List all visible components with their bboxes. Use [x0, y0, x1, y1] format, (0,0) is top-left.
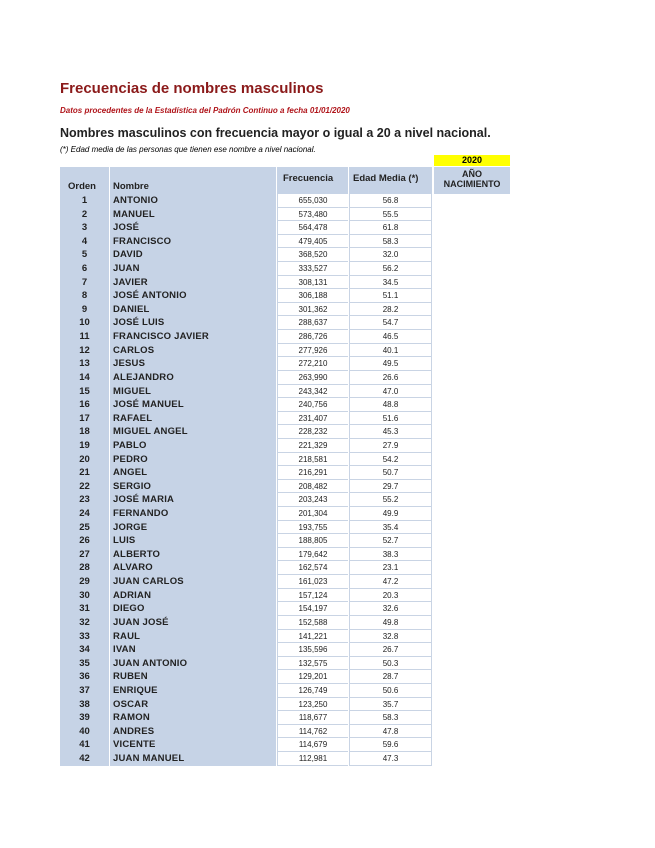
row-nombre-cell: ANTONIO — [110, 194, 276, 208]
row-frecuencia-cell: 141,221 — [277, 630, 348, 644]
table-row — [60, 575, 432, 589]
column-header-nombre — [110, 167, 276, 194]
row-nombre-cell: MIGUEL — [110, 385, 276, 399]
row-frecuencia-cell: 216,291 — [277, 466, 348, 480]
row-edad-cell: 27.9 — [349, 439, 432, 453]
row-edad-cell: 54.7 — [349, 316, 432, 330]
row-nombre-cell: JOSÉ LUIS — [110, 316, 276, 330]
table-row — [60, 521, 432, 535]
row-nombre-cell: RAFAEL — [110, 412, 276, 426]
row-orden-cell: 1 — [60, 194, 109, 208]
row-frecuencia-cell: 263,990 — [277, 371, 348, 385]
row-frecuencia-cell: 306,188 — [277, 289, 348, 303]
ano-nacimiento-header — [434, 167, 510, 194]
row-edad-cell: 56.8 — [349, 194, 432, 208]
page-title: Frecuencias de nombres masculinos — [60, 80, 324, 97]
column-header-frecuencia — [277, 167, 348, 194]
row-edad-cell: 35.7 — [349, 698, 432, 712]
row-frecuencia-cell: 368,520 — [277, 248, 348, 262]
row-orden-cell: 26 — [60, 534, 109, 548]
row-frecuencia-cell: 655,030 — [277, 194, 348, 208]
row-frecuencia-cell: 240,756 — [277, 398, 348, 412]
data-source-note: Datos procedentes de la Estadística del Padrón Continuo a fecha 01/01/2020 — [60, 106, 350, 115]
row-frecuencia-cell: 188,805 — [277, 534, 348, 548]
table-row — [60, 602, 432, 616]
row-edad-cell: 56.2 — [349, 262, 432, 276]
column-header-edad-label: Edad Media (*) — [353, 173, 419, 184]
row-frecuencia-cell: 228,232 — [277, 425, 348, 439]
row-orden-cell: 17 — [60, 412, 109, 426]
row-edad-cell: 50.7 — [349, 466, 432, 480]
row-frecuencia-cell: 132,575 — [277, 657, 348, 671]
row-orden-cell: 18 — [60, 425, 109, 439]
row-nombre-cell: FRANCISCO — [110, 235, 276, 249]
row-edad-cell: 49.8 — [349, 616, 432, 630]
row-nombre-cell: ALBERTO — [110, 548, 276, 562]
row-nombre-cell: ADRIAN — [110, 589, 276, 603]
row-frecuencia-cell: 114,679 — [277, 738, 348, 752]
row-frecuencia-cell: 272,210 — [277, 357, 348, 371]
table-row — [60, 303, 432, 317]
row-nombre-cell: RAMON — [110, 711, 276, 725]
table-row — [60, 630, 432, 644]
row-orden-cell: 12 — [60, 344, 109, 358]
row-nombre-cell: ALEJANDRO — [110, 371, 276, 385]
row-orden-cell: 13 — [60, 357, 109, 371]
row-nombre-cell: OSCAR — [110, 698, 276, 712]
row-orden-cell: 15 — [60, 385, 109, 399]
row-orden-cell: 32 — [60, 616, 109, 630]
row-edad-cell: 26.6 — [349, 371, 432, 385]
table-row — [60, 534, 432, 548]
row-orden-cell: 28 — [60, 561, 109, 575]
row-frecuencia-cell: 123,250 — [277, 698, 348, 712]
year-badge: 2020 — [434, 155, 510, 166]
table-row — [60, 589, 432, 603]
row-edad-cell: 46.5 — [349, 330, 432, 344]
table-row — [60, 385, 432, 399]
row-orden-cell: 16 — [60, 398, 109, 412]
column-header-edad — [349, 167, 432, 194]
row-nombre-cell: FERNANDO — [110, 507, 276, 521]
row-orden-cell: 27 — [60, 548, 109, 562]
row-edad-cell: 54.2 — [349, 453, 432, 467]
row-nombre-cell: CARLOS — [110, 344, 276, 358]
column-header-nombre-label: Nombre — [113, 181, 149, 192]
table-row — [60, 344, 432, 358]
row-nombre-cell: PEDRO — [110, 453, 276, 467]
table-row — [60, 711, 432, 725]
table-row — [60, 276, 432, 290]
row-nombre-cell: LUIS — [110, 534, 276, 548]
row-edad-cell: 29.7 — [349, 480, 432, 494]
row-frecuencia-cell: 118,677 — [277, 711, 348, 725]
row-nombre-cell: MANUEL — [110, 208, 276, 222]
row-edad-cell: 28.2 — [349, 303, 432, 317]
table-row — [60, 507, 432, 521]
row-nombre-cell: ANGEL — [110, 466, 276, 480]
row-frecuencia-cell: 126,749 — [277, 684, 348, 698]
row-frecuencia-cell: 129,201 — [277, 670, 348, 684]
row-orden-cell: 41 — [60, 738, 109, 752]
row-nombre-cell: JORGE — [110, 521, 276, 535]
table-row — [60, 670, 432, 684]
row-nombre-cell: SERGIO — [110, 480, 276, 494]
table-row — [60, 425, 432, 439]
footnote: (*) Edad media de las personas que tienen ese nombre a nivel nacional. — [60, 145, 316, 154]
row-frecuencia-cell: 277,926 — [277, 344, 348, 358]
row-edad-cell: 52.7 — [349, 534, 432, 548]
row-orden-cell: 5 — [60, 248, 109, 262]
row-frecuencia-cell: 286,726 — [277, 330, 348, 344]
row-orden-cell: 14 — [60, 371, 109, 385]
row-frecuencia-cell: 203,243 — [277, 493, 348, 507]
table-row — [60, 643, 432, 657]
table-row — [60, 194, 432, 208]
table-row — [60, 439, 432, 453]
row-edad-cell: 47.2 — [349, 575, 432, 589]
row-nombre-cell: DANIEL — [110, 303, 276, 317]
row-orden-cell: 3 — [60, 221, 109, 235]
row-orden-cell: 20 — [60, 453, 109, 467]
column-header-orden — [60, 167, 109, 194]
row-edad-cell: 51.1 — [349, 289, 432, 303]
row-nombre-cell: IVAN — [110, 643, 276, 657]
row-frecuencia-cell: 201,304 — [277, 507, 348, 521]
row-orden-cell: 29 — [60, 575, 109, 589]
row-edad-cell: 49.5 — [349, 357, 432, 371]
row-frecuencia-cell: 193,755 — [277, 521, 348, 535]
row-frecuencia-cell: 135,596 — [277, 643, 348, 657]
row-nombre-cell: JOSÉ MANUEL — [110, 398, 276, 412]
row-orden-cell: 24 — [60, 507, 109, 521]
table-row — [60, 235, 432, 249]
table-row — [60, 316, 432, 330]
table-subtitle: Nombres masculinos con frecuencia mayor o igual a 20 a nivel nacional. — [60, 126, 491, 140]
row-edad-cell: 32.0 — [349, 248, 432, 262]
row-nombre-cell: MIGUEL ANGEL — [110, 425, 276, 439]
row-nombre-cell: JOSÉ ANTONIO — [110, 289, 276, 303]
row-edad-cell: 49.9 — [349, 507, 432, 521]
row-edad-cell: 51.6 — [349, 412, 432, 426]
row-frecuencia-cell: 208,482 — [277, 480, 348, 494]
row-edad-cell: 45.3 — [349, 425, 432, 439]
table-row — [60, 752, 432, 766]
row-nombre-cell: DIEGO — [110, 602, 276, 616]
row-edad-cell: 35.4 — [349, 521, 432, 535]
table-row — [60, 657, 432, 671]
table-row — [60, 480, 432, 494]
row-nombre-cell: JUAN JOSÉ — [110, 616, 276, 630]
column-header-frecuencia-label: Frecuencia — [283, 173, 334, 184]
row-edad-cell: 34.5 — [349, 276, 432, 290]
row-edad-cell: 40.1 — [349, 344, 432, 358]
row-orden-cell: 37 — [60, 684, 109, 698]
table-row — [60, 289, 432, 303]
row-frecuencia-cell: 179,642 — [277, 548, 348, 562]
row-orden-cell: 42 — [60, 752, 109, 766]
row-edad-cell: 20.3 — [349, 589, 432, 603]
row-orden-cell: 10 — [60, 316, 109, 330]
row-edad-cell: 47.0 — [349, 385, 432, 399]
row-orden-cell: 22 — [60, 480, 109, 494]
row-orden-cell: 33 — [60, 630, 109, 644]
row-frecuencia-cell: 564,478 — [277, 221, 348, 235]
row-orden-cell: 2 — [60, 208, 109, 222]
row-frecuencia-cell: 288,637 — [277, 316, 348, 330]
row-edad-cell: 28.7 — [349, 670, 432, 684]
row-frecuencia-cell: 231,407 — [277, 412, 348, 426]
table-row — [60, 412, 432, 426]
row-edad-cell: 61.8 — [349, 221, 432, 235]
row-nombre-cell: JAVIER — [110, 276, 276, 290]
row-frecuencia-cell: 161,023 — [277, 575, 348, 589]
row-nombre-cell: FRANCISCO JAVIER — [110, 330, 276, 344]
row-frecuencia-cell: 308,131 — [277, 276, 348, 290]
table-row — [60, 561, 432, 575]
row-edad-cell: 48.8 — [349, 398, 432, 412]
row-edad-cell: 23.1 — [349, 561, 432, 575]
row-frecuencia-cell: 301,362 — [277, 303, 348, 317]
table-row — [60, 453, 432, 467]
row-edad-cell: 38.3 — [349, 548, 432, 562]
row-frecuencia-cell: 333,527 — [277, 262, 348, 276]
row-orden-cell: 23 — [60, 493, 109, 507]
row-orden-cell: 6 — [60, 262, 109, 276]
row-frecuencia-cell: 243,342 — [277, 385, 348, 399]
table-row — [60, 221, 432, 235]
row-edad-cell: 50.6 — [349, 684, 432, 698]
table-row — [60, 371, 432, 385]
row-orden-cell: 36 — [60, 670, 109, 684]
row-edad-cell: 58.3 — [349, 711, 432, 725]
table-row — [60, 208, 432, 222]
row-nombre-cell: JUAN CARLOS — [110, 575, 276, 589]
row-orden-cell: 40 — [60, 725, 109, 739]
ano-header-line2: NACIMIENTO — [443, 179, 501, 189]
table-row — [60, 548, 432, 562]
row-orden-cell: 21 — [60, 466, 109, 480]
row-nombre-cell: JUAN MANUEL — [110, 752, 276, 766]
row-nombre-cell: RAUL — [110, 630, 276, 644]
row-frecuencia-cell: 112,981 — [277, 752, 348, 766]
row-edad-cell: 58.3 — [349, 235, 432, 249]
row-frecuencia-cell: 479,405 — [277, 235, 348, 249]
row-edad-cell: 32.6 — [349, 602, 432, 616]
table-row — [60, 725, 432, 739]
row-edad-cell: 32.8 — [349, 630, 432, 644]
table-row — [60, 398, 432, 412]
row-orden-cell: 7 — [60, 276, 109, 290]
table-row — [60, 493, 432, 507]
row-nombre-cell: RUBEN — [110, 670, 276, 684]
row-edad-cell: 47.8 — [349, 725, 432, 739]
table-row — [60, 738, 432, 752]
table-row — [60, 616, 432, 630]
row-frecuencia-cell: 218,581 — [277, 453, 348, 467]
row-nombre-cell: VICENTE — [110, 738, 276, 752]
row-orden-cell: 38 — [60, 698, 109, 712]
row-nombre-cell: ALVARO — [110, 561, 276, 575]
row-edad-cell: 26.7 — [349, 643, 432, 657]
row-frecuencia-cell: 157,124 — [277, 589, 348, 603]
table-row — [60, 330, 432, 344]
row-frecuencia-cell: 573,480 — [277, 208, 348, 222]
row-frecuencia-cell: 162,574 — [277, 561, 348, 575]
row-orden-cell: 39 — [60, 711, 109, 725]
row-orden-cell: 8 — [60, 289, 109, 303]
table-row — [60, 262, 432, 276]
row-orden-cell: 35 — [60, 657, 109, 671]
row-orden-cell: 30 — [60, 589, 109, 603]
row-nombre-cell: ENRIQUE — [110, 684, 276, 698]
row-nombre-cell: JESUS — [110, 357, 276, 371]
row-nombre-cell: PABLO — [110, 439, 276, 453]
row-edad-cell: 55.5 — [349, 208, 432, 222]
row-nombre-cell: JOSÉ MARIA — [110, 493, 276, 507]
row-orden-cell: 25 — [60, 521, 109, 535]
row-nombre-cell: ANDRES — [110, 725, 276, 739]
row-frecuencia-cell: 154,197 — [277, 602, 348, 616]
row-frecuencia-cell: 152,588 — [277, 616, 348, 630]
row-nombre-cell: JOSÉ — [110, 221, 276, 235]
row-edad-cell: 47.3 — [349, 752, 432, 766]
row-frecuencia-cell: 221,329 — [277, 439, 348, 453]
table-row — [60, 684, 432, 698]
table-row — [60, 248, 432, 262]
row-orden-cell: 11 — [60, 330, 109, 344]
row-edad-cell: 59.6 — [349, 738, 432, 752]
row-orden-cell: 31 — [60, 602, 109, 616]
table-row — [60, 698, 432, 712]
column-header-orden-label: Orden — [68, 181, 96, 192]
row-orden-cell: 34 — [60, 643, 109, 657]
row-orden-cell: 9 — [60, 303, 109, 317]
row-nombre-cell: DAVID — [110, 248, 276, 262]
row-orden-cell: 4 — [60, 235, 109, 249]
row-nombre-cell: JUAN — [110, 262, 276, 276]
row-edad-cell: 55.2 — [349, 493, 432, 507]
row-nombre-cell: JUAN ANTONIO — [110, 657, 276, 671]
ano-header-line1: AÑO — [462, 169, 482, 179]
names-table-body — [60, 194, 432, 766]
row-orden-cell: 19 — [60, 439, 109, 453]
row-frecuencia-cell: 114,762 — [277, 725, 348, 739]
row-edad-cell: 50.3 — [349, 657, 432, 671]
table-row — [60, 466, 432, 480]
table-row — [60, 357, 432, 371]
